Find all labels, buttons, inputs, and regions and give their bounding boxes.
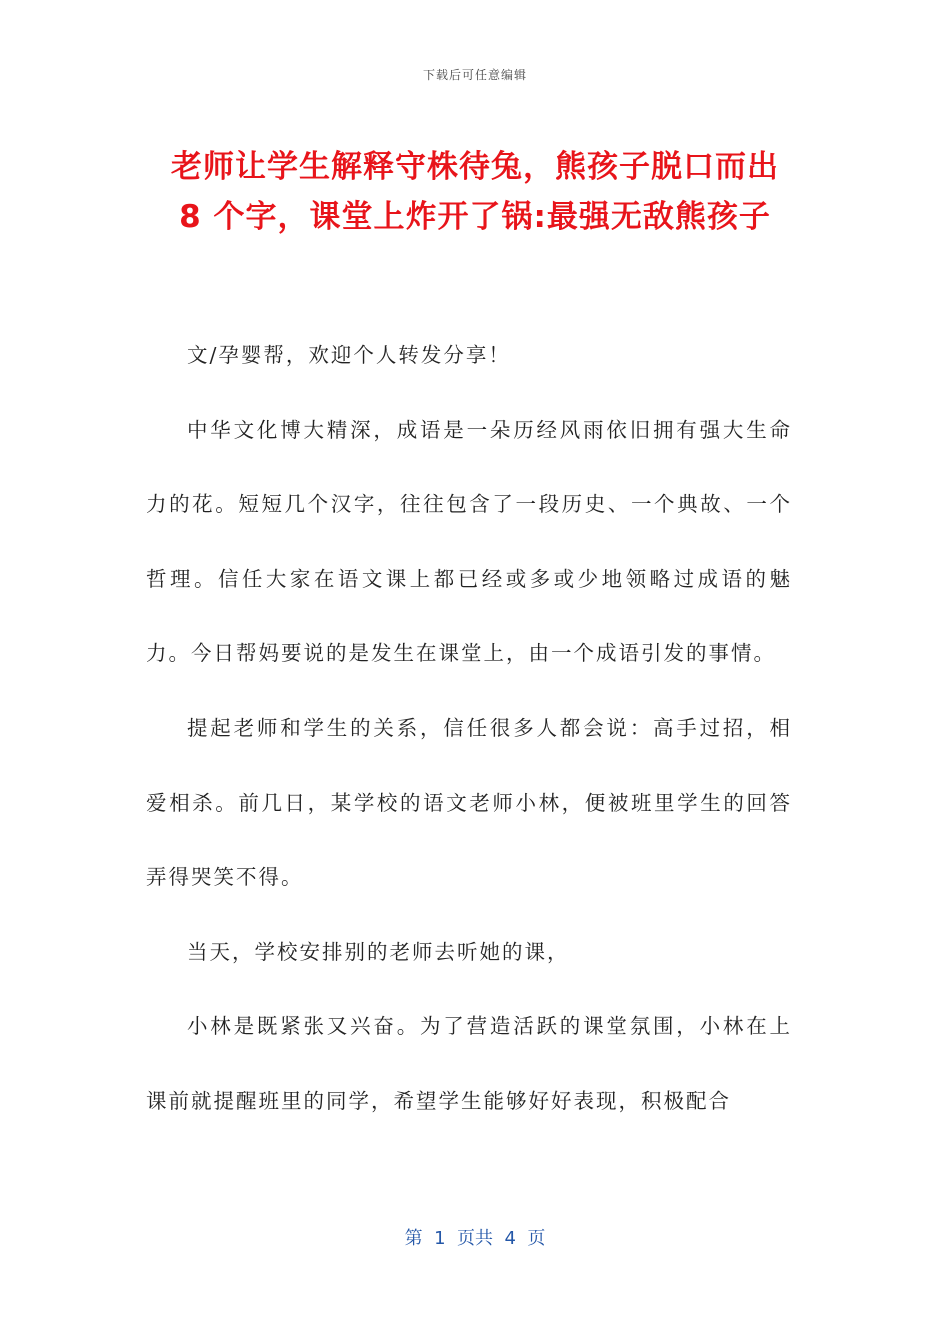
document-body: [146, 318, 792, 1139]
paragraph: 小林是既紧张又兴奋。为了营造活跃的课堂氛围，小林在上课前就提醒班里的同学，希望学生能够好好表现，积极配合: [146, 1014, 792, 1113]
document-title: [145, 142, 805, 242]
page-footer: 第 1 页共 4 页: [404, 1228, 546, 1249]
title-line-2: 8 个字，课堂上炸开了锅:最强无敌熊孩子: [179, 199, 771, 235]
header-note: 下载后可任意编辑: [422, 68, 527, 82]
paragraph: 中华文化博大精深，成语是一朵历经风雨依旧拥有强大生命力的花。短短几个汉字，往往包含了一段历史、一个典故、一个哲理。信任大家在语文课上都已经或多或少地领略过成语的魅力。今日帮妈要说的是发生在课堂上，由一个成语引发的事情。: [146, 417, 792, 666]
title-line-1: 老师让学生解释守株待兔，熊孩子脱口而出: [171, 149, 779, 185]
paragraph: 当天，学校安排别的老师去听她的课，: [187, 939, 570, 964]
paragraph: 提起老师和学生的关系，信任很多人都会说：高手过招，相爱相杀。前几日，某学校的语文老师小林，便被班里学生的回答弄得哭笑不得。: [146, 715, 792, 890]
paragraph-byline: 文/孕婴帮，欢迎个人转发分享！: [187, 343, 511, 367]
